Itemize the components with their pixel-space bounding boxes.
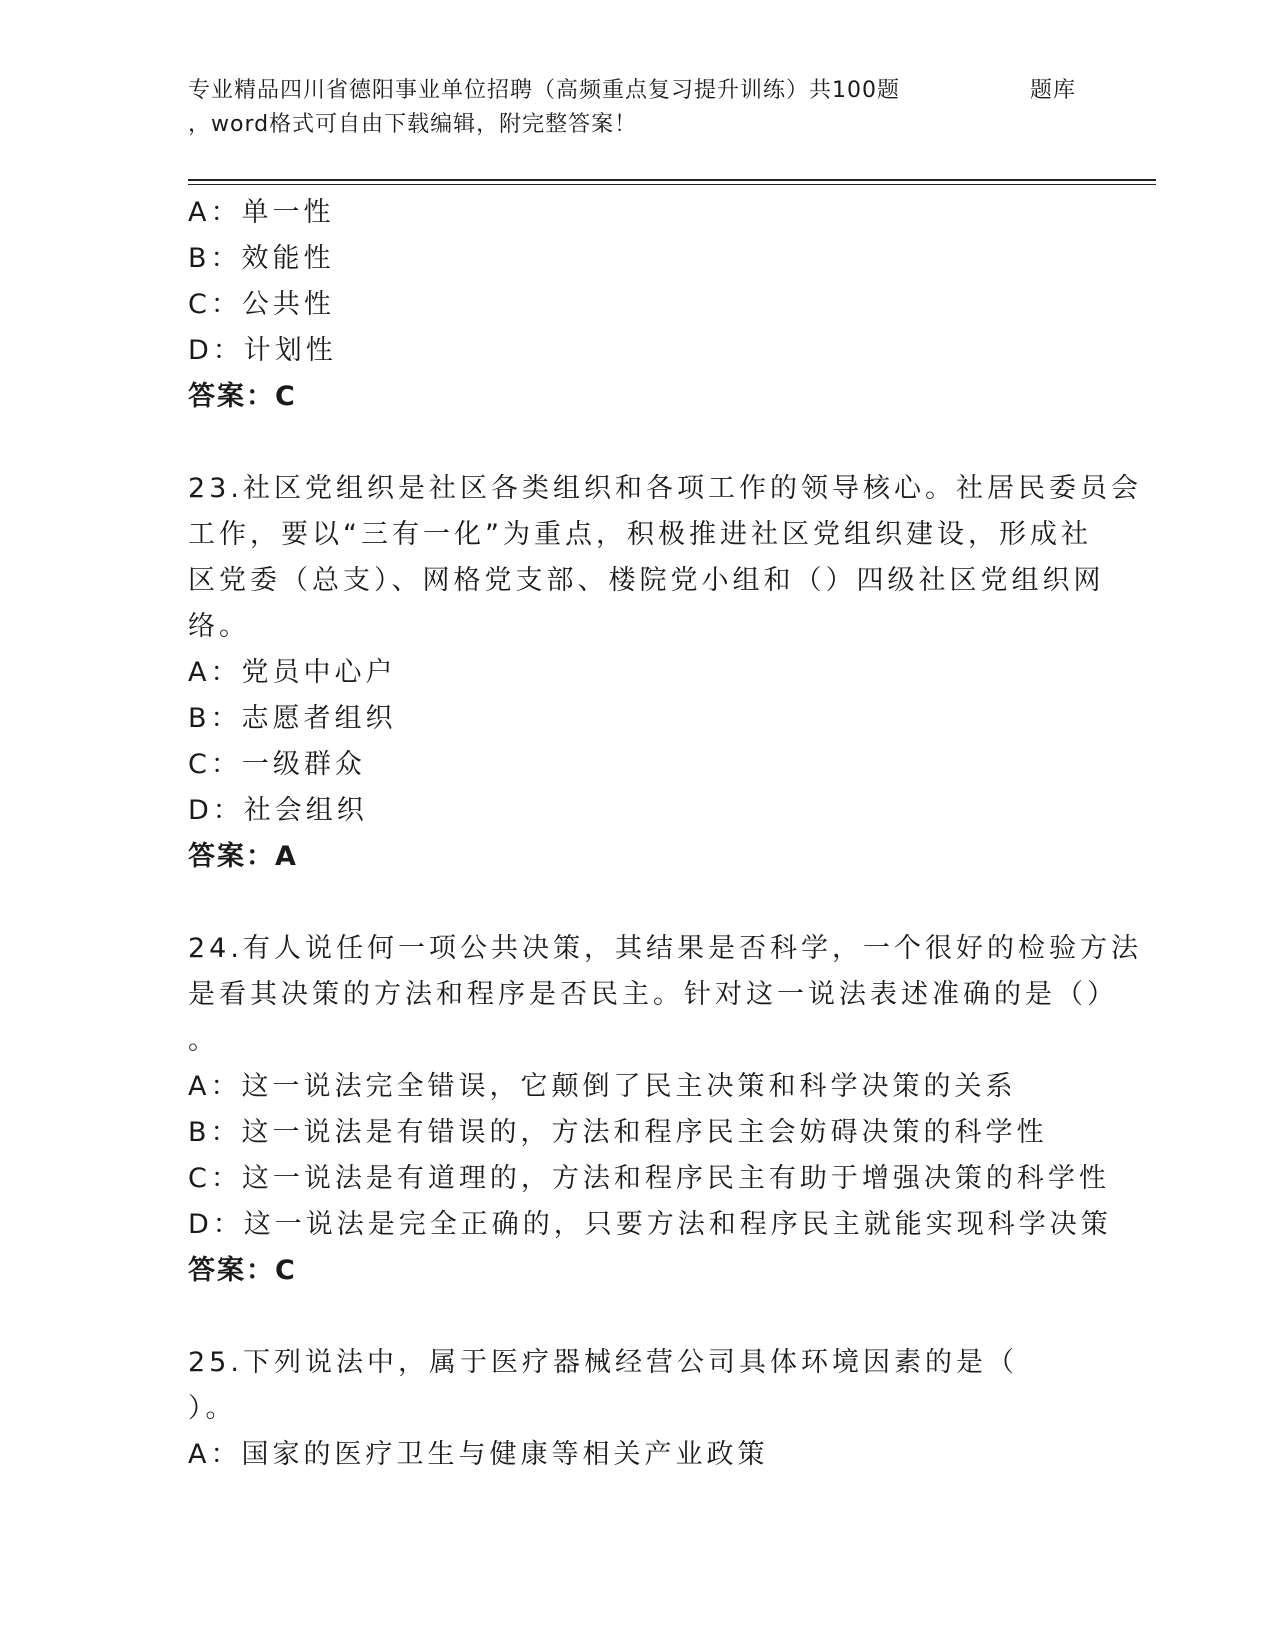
question-stem-line: ）。 [188, 1393, 237, 1424]
question-stem-line: 工作，要以“三有一化”为重点，积极推进社区党组织建设，形成社 [188, 519, 1092, 550]
header-divider [188, 179, 1156, 181]
question-stem-line: 区党委（总支）、网格党支部、楼院党小组和（）四级社区党组织网 [188, 565, 1105, 596]
option-d: D：计划性 [188, 335, 337, 366]
answer-line: 答案：C [188, 381, 297, 412]
question-list [188, 190, 1142, 1478]
header-title-line-1: 专业精品四川省德阳事业单位招聘（高频重点复习提升训练）共100题 [188, 78, 900, 103]
question-block-22 [188, 190, 1088, 420]
option-a: A：国家的医疗卫生与健康等相关产业政策 [188, 1439, 769, 1470]
spacer [188, 420, 1088, 466]
option-a: A：这一说法完全错误，它颠倒了民主决策和科学决策的关系 [188, 1071, 1017, 1102]
question-block-25 [188, 1340, 1088, 1478]
question-stem-line: 25.下列说法中，属于医疗器械经营公司具体环境因素的是（ [188, 1347, 1018, 1378]
option-d: D：这一说法是完全正确的，只要方法和程序民主就能实现科学决策 [188, 1209, 1112, 1240]
spacer [188, 1294, 1088, 1340]
option-b: B：效能性 [188, 243, 335, 274]
answer-line: 答案：C [188, 1255, 297, 1286]
option-c: C：这一说法是有道理的，方法和程序民主有助于增强决策的科学性 [188, 1163, 1110, 1194]
header-title-line-2: ，word格式可自由下载编辑，附完整答案！ [188, 112, 638, 137]
option-a: A：党员中心户 [188, 657, 397, 688]
spacer [188, 880, 1088, 926]
question-block-24 [188, 926, 1142, 1294]
answer-line: 答案：A [188, 841, 298, 872]
header-divider-thin [188, 184, 1156, 185]
option-c: C：公共性 [188, 289, 335, 320]
option-c: C：一级群众 [188, 749, 366, 780]
option-d: D：社会组织 [188, 795, 368, 826]
page-header [188, 74, 1088, 142]
question-stem-line: 24.有人说任何一项公共决策，其结果是否科学，一个很好的检验方法 [188, 933, 1142, 964]
question-stem-line: 络。 [188, 611, 250, 642]
header-tag: 题库 [1030, 78, 1077, 103]
question-stem-line: 。 [188, 1025, 219, 1056]
question-block-23 [188, 466, 1142, 880]
question-stem-line: 23.社区党组织是社区各类组织和各项工作的领导核心。社居民委员会 [188, 473, 1142, 504]
question-stem-line: 是看其决策的方法和程序是否民主。针对这一说法表述准确的是（） [188, 979, 1118, 1010]
option-b: B：志愿者组织 [188, 703, 397, 734]
option-a: A：单一性 [188, 197, 335, 228]
option-b: B：这一说法是有错误的，方法和程序民主会妨碍决策的科学性 [188, 1117, 1048, 1148]
